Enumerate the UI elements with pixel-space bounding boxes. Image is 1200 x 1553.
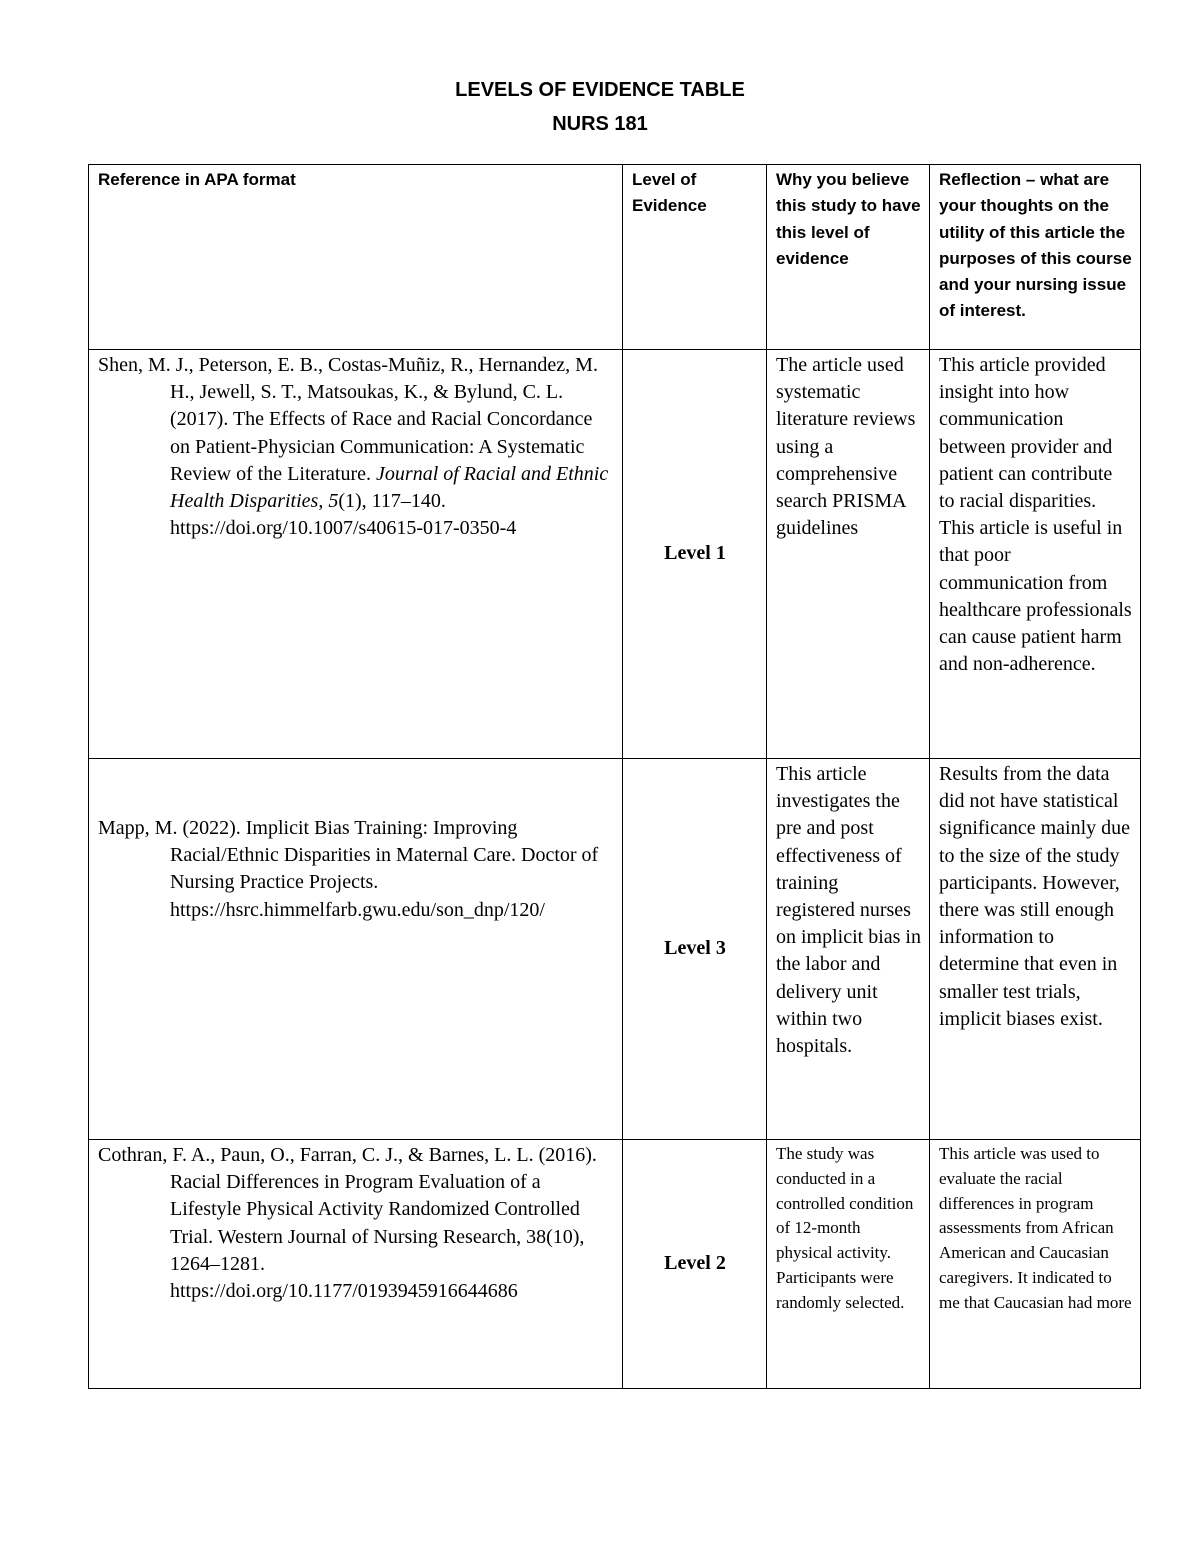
reference-text: Mapp, M. (2022). Implicit Bias Training: Improving Racial/Ethnic Disparities in Maternal Care. Doctor of Nursing Practice Projects. https://hsrc.himmelfarb.gwu.edu/son_dnp/120/ [98,817,599,921]
course-code: NURS 181 [552,113,648,135]
level-cell: Level 1 [623,350,767,759]
reference-cell [89,1140,623,1389]
journal-volume: 5 [328,490,339,513]
reflection-cell: Results from the data did not have statistical significance mainly due to the size of the study participants. However, there was still enough information to determine that even in smaller test trials, implicit biases exist. [930,759,1141,1140]
reflection-cell: This article provided insight into how communication between provider and patient can contribute to racial disparities. This article is useful in that poor communication from healthcare professionals can cause patient harm and non-adherence. [930,350,1141,759]
reference-text-part: Shen, M. J., Peterson, E. B., Costas-Muñiz, R., Hernandez, M. H., Jewell, S. T., Matsoukas, K., & Bylund, C. L. (2017). The Effects of Race and Racial Concordance on Patient-Physician Communication: A Systematic Review of the Literature. [98,354,598,485]
level-cell: Level 2 [623,1140,767,1389]
journal-title: Journal of Racial and Ethnic Health Disparities [170,462,609,513]
reference-text: Cothran, F. A., Paun, O., Farran, C. J., & Barnes, L. L. (2016). Racial Differences in Program Evaluation of a Lifestyle Physical Activity Randomized Controlled Trial. Western Journal of Nursing Research, 38(10), 1264–1281. https://doi.org/10.1177/0193945916644686 [98,1144,597,1303]
header-reference: Reference in APA format [89,165,623,350]
evidence-table [88,164,1141,1389]
table-header-row [89,165,1141,350]
reference-text-part: (1), 117–140. https://doi.org/10.1007/s40615-017-0350-4 [170,490,517,540]
header-why: Why you believe this study to have this level of evidence [767,165,930,350]
why-cell: This article investigates the pre and post effectiveness of training registered nurses on implicit bias in the labor and delivery unit within two hospitals. [767,759,930,1140]
header-reflection: Reflection – what are your thoughts on the utility of this article the purposes of this course and your nursing issue of interest. [930,165,1141,350]
table-row [89,759,1141,1140]
table-row [89,350,1141,759]
document-title: LEVELS OF EVIDENCE TABLE [455,79,745,101]
reference-cell [89,759,623,1140]
reference-text [98,352,614,542]
table-row [89,1140,1141,1389]
why-cell: The article used systematic literature reviews using a comprehensive search PRISMA guidelines [767,350,930,759]
why-cell: The study was conducted in a controlled condition of 12-month physical activity. Participants were randomly selected. [767,1140,930,1389]
header-level: Level of Evidence [623,165,767,350]
reflection-cell: This article was used to evaluate the racial differences in program assessments from African American and Caucasian caregivers. It indicated to me that Caucasian had more [930,1140,1141,1389]
reference-separator: , [318,490,329,513]
level-cell: Level 3 [623,759,767,1140]
reference-cell [89,350,623,759]
